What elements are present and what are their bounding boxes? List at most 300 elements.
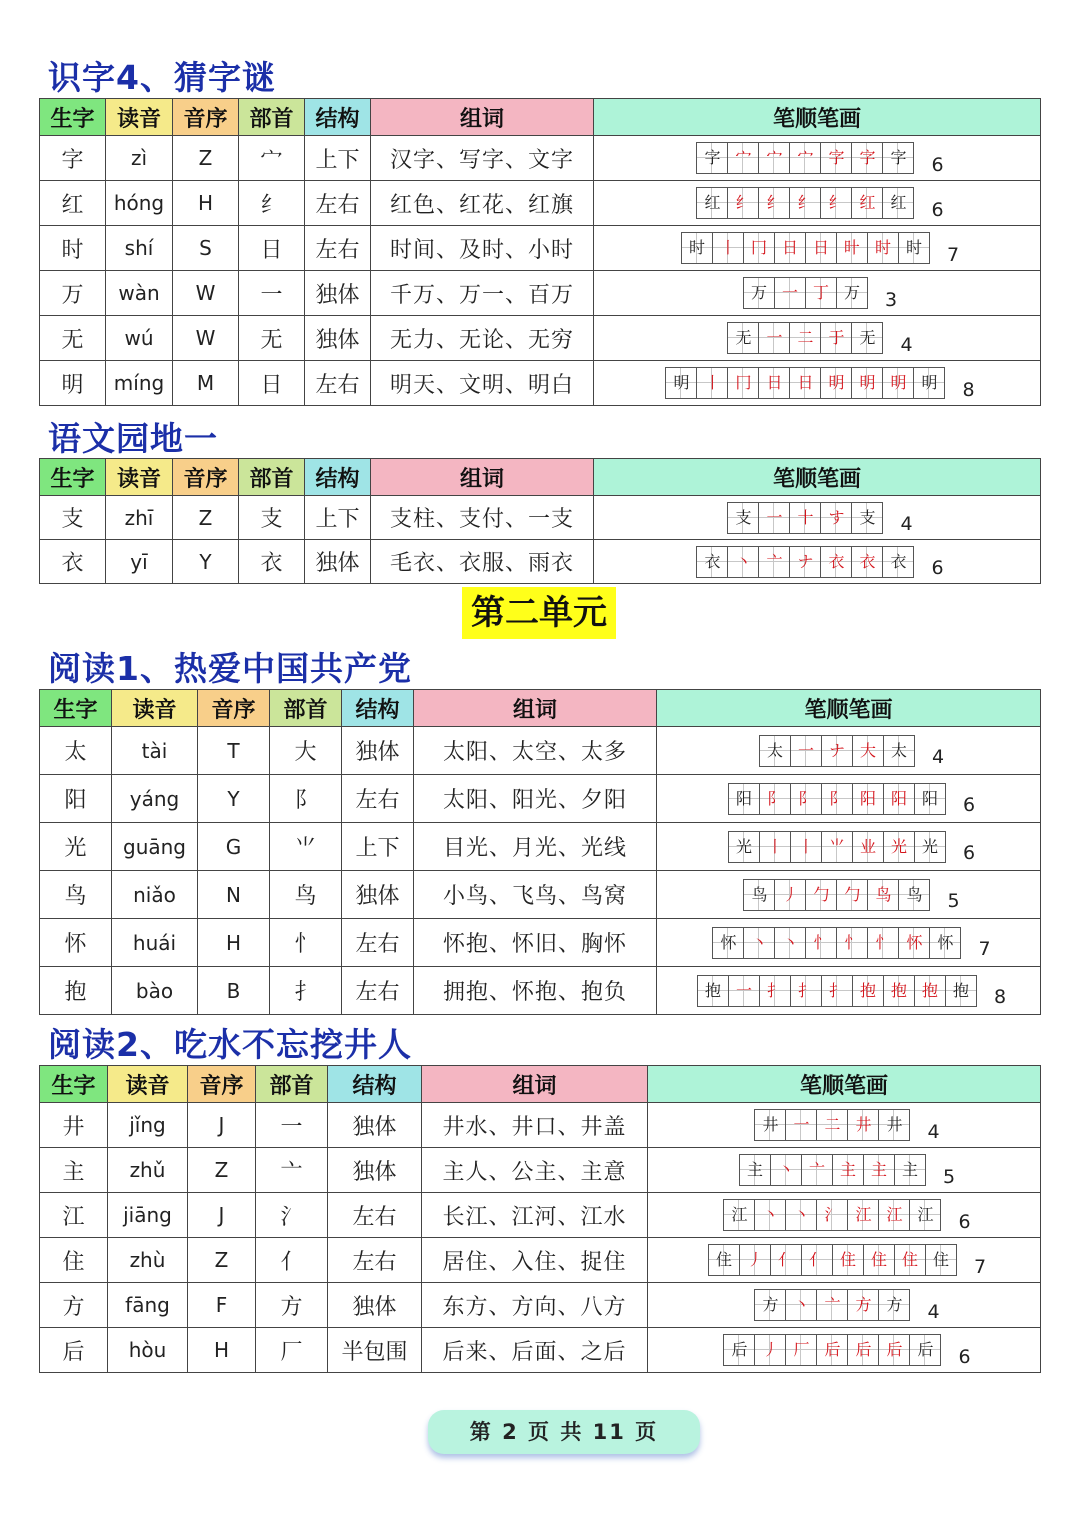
stroke-glyph: 主 bbox=[901, 1160, 918, 1179]
stroke-count: 4 bbox=[900, 333, 913, 356]
stroke-box bbox=[790, 975, 822, 1007]
stroke-box bbox=[774, 232, 806, 264]
stroke-box bbox=[805, 232, 837, 264]
radical-cell: 忄 bbox=[270, 919, 342, 967]
table-row bbox=[40, 967, 1041, 1015]
stroke-glyph: 阝 bbox=[797, 788, 814, 808]
stroke-count: 4 bbox=[931, 746, 945, 768]
char-cell: 住 bbox=[40, 1238, 108, 1283]
stroke-count: 6 bbox=[958, 1210, 971, 1233]
stroke-box bbox=[851, 367, 883, 399]
radical-cell: 亻 bbox=[256, 1238, 328, 1283]
stroke-glyph: 方 bbox=[886, 1295, 903, 1314]
pinyin-cell: guāng bbox=[112, 823, 198, 871]
unit-title: 第二单元 bbox=[462, 587, 616, 639]
char-cell: 抱 bbox=[40, 967, 112, 1015]
initial-cell: J bbox=[188, 1193, 256, 1238]
stroke-count: 5 bbox=[942, 1165, 956, 1188]
stroke-grid bbox=[728, 831, 945, 863]
words-cell: 太阳、太空、太多 bbox=[414, 727, 657, 775]
table-header-row bbox=[40, 1066, 1041, 1103]
stroke-glyph: 怀 bbox=[906, 932, 923, 952]
stroke-box bbox=[852, 831, 884, 863]
stroke-glyph: 忄 bbox=[875, 932, 892, 952]
stroke-box bbox=[909, 1199, 941, 1231]
structure-cell: 左右 bbox=[328, 1238, 422, 1283]
stroke-glyph: 时 bbox=[905, 238, 922, 257]
words-cell: 毛衣、衣服、雨衣 bbox=[371, 540, 594, 584]
table-row bbox=[40, 361, 1041, 406]
radical-cell: 方 bbox=[256, 1283, 328, 1328]
column-header: 结构 bbox=[305, 459, 371, 496]
initial-cell: H bbox=[173, 181, 239, 226]
stroke-order-cell bbox=[594, 361, 1041, 406]
stroke-glyph: 一 bbox=[793, 1115, 810, 1134]
stroke-box bbox=[909, 1334, 941, 1366]
radical-cell: 纟 bbox=[239, 181, 305, 226]
stroke-box bbox=[882, 367, 914, 399]
stroke-box bbox=[821, 831, 853, 863]
stroke-glyph: 江 bbox=[855, 1205, 872, 1224]
structure-cell: 独体 bbox=[305, 271, 371, 316]
stroke-box bbox=[785, 1199, 817, 1231]
stroke-box bbox=[770, 1244, 802, 1276]
structure-cell: 左右 bbox=[342, 775, 414, 823]
stroke-glyph: 住 bbox=[839, 1250, 856, 1269]
pinyin-cell: jǐng bbox=[108, 1103, 188, 1148]
words-cell: 支柱、支付、一支 bbox=[371, 496, 594, 540]
stroke-box bbox=[914, 975, 946, 1007]
stroke-count: 6 bbox=[931, 198, 944, 221]
stroke-box bbox=[863, 1154, 895, 1186]
stroke-glyph: 亠 bbox=[808, 1160, 825, 1179]
stroke-count: 4 bbox=[927, 1120, 940, 1143]
stroke-order-cell bbox=[648, 1328, 1041, 1373]
stroke-glyph: 明 bbox=[859, 373, 876, 392]
stroke-glyph: 一 bbox=[735, 980, 752, 1000]
char-cell: 太 bbox=[40, 727, 112, 775]
stroke-glyph: 亠 bbox=[824, 1295, 841, 1314]
stroke-glyph: 光 bbox=[890, 836, 907, 856]
stroke-box bbox=[882, 546, 914, 578]
stroke-glyph: 光 bbox=[921, 836, 938, 856]
column-header: 部首 bbox=[270, 690, 342, 727]
column-header: 生字 bbox=[40, 690, 112, 727]
stroke-box bbox=[785, 1109, 817, 1141]
stroke-glyph: 主 bbox=[839, 1160, 856, 1179]
stroke-box bbox=[790, 735, 822, 767]
stroke-glyph: 纟 bbox=[797, 193, 814, 212]
stroke-glyph: 万 bbox=[843, 283, 860, 302]
stroke-glyph: 纟 bbox=[828, 193, 845, 212]
stroke-glyph: 丶 bbox=[782, 932, 799, 952]
stroke-count: 7 bbox=[946, 243, 960, 266]
structure-cell: 上下 bbox=[305, 496, 371, 540]
stroke-box bbox=[727, 367, 759, 399]
words-cell: 怀抱、怀旧、胸怀 bbox=[414, 919, 657, 967]
stroke-grid bbox=[712, 927, 960, 959]
stroke-box bbox=[727, 142, 759, 174]
structure-cell: 独体 bbox=[328, 1283, 422, 1328]
stroke-box bbox=[789, 142, 821, 174]
stroke-box-char: 怀 bbox=[712, 927, 744, 959]
char-cell: 光 bbox=[40, 823, 112, 871]
stroke-box bbox=[820, 502, 852, 534]
stroke-order-cell bbox=[648, 1283, 1041, 1328]
stroke-grid bbox=[697, 975, 976, 1007]
stroke-box bbox=[851, 322, 883, 354]
stroke-box bbox=[894, 1154, 926, 1186]
stroke-box bbox=[774, 277, 806, 309]
stroke-box bbox=[898, 927, 930, 959]
initial-cell: F bbox=[188, 1283, 256, 1328]
stroke-glyph: 抱 bbox=[890, 980, 907, 1000]
stroke-box bbox=[847, 1334, 879, 1366]
stroke-box bbox=[847, 1289, 879, 1321]
structure-cell: 左右 bbox=[305, 181, 371, 226]
initial-cell: N bbox=[198, 871, 270, 919]
stroke-box-char: 衣 bbox=[696, 546, 728, 578]
char-cell: 衣 bbox=[40, 540, 106, 584]
table-row bbox=[40, 496, 1041, 540]
stroke-box bbox=[820, 142, 852, 174]
stroke-glyph: 亻 bbox=[808, 1250, 825, 1269]
table-row bbox=[40, 540, 1041, 584]
initial-cell: S bbox=[173, 226, 239, 271]
stroke-box-char: 抱 bbox=[697, 975, 729, 1007]
table-row bbox=[40, 1103, 1041, 1148]
page-footer: 第 2 页 共 11 页 bbox=[428, 1410, 700, 1454]
section-title-4: 阅读2、吃水不忘挖井人 bbox=[48, 1025, 412, 1064]
stroke-glyph: 丶 bbox=[793, 1205, 810, 1224]
stroke-glyph: 业 bbox=[859, 836, 876, 856]
stroke-glyph: 抱 bbox=[952, 980, 969, 1000]
stroke-box bbox=[847, 1109, 879, 1141]
stroke-box bbox=[945, 975, 977, 1007]
char-cell: 怀 bbox=[40, 919, 112, 967]
radical-cell: 无 bbox=[239, 316, 305, 361]
pinyin-cell: zhī bbox=[106, 496, 173, 540]
stroke-box bbox=[759, 831, 791, 863]
column-header: 读音 bbox=[106, 459, 173, 496]
stroke-glyph: 宀 bbox=[797, 148, 814, 167]
stroke-glyph: 无 bbox=[859, 328, 876, 347]
column-header: 部首 bbox=[239, 99, 305, 136]
stroke-grid bbox=[743, 879, 929, 911]
stroke-box bbox=[832, 1154, 864, 1186]
stroke-box bbox=[878, 1109, 910, 1141]
stroke-glyph: 日 bbox=[812, 238, 829, 257]
stroke-box bbox=[882, 142, 914, 174]
stroke-glyph: 丨 bbox=[704, 373, 721, 392]
stroke-box bbox=[758, 502, 790, 534]
column-header: 生字 bbox=[40, 99, 106, 136]
radical-cell: 厂 bbox=[256, 1328, 328, 1373]
stroke-glyph: 后 bbox=[824, 1340, 841, 1359]
stroke-box-char: 红 bbox=[696, 187, 728, 219]
stroke-box-char: 太 bbox=[759, 735, 791, 767]
stroke-glyph: 阳 bbox=[890, 788, 907, 808]
structure-cell: 左右 bbox=[305, 226, 371, 271]
radical-cell: 日 bbox=[239, 226, 305, 271]
column-header: 组词 bbox=[414, 690, 657, 727]
stroke-count: 6 bbox=[931, 557, 944, 579]
stroke-order-cell bbox=[594, 136, 1041, 181]
stroke-count: 6 bbox=[962, 842, 976, 864]
radical-cell: 亠 bbox=[256, 1148, 328, 1193]
pinyin-cell: bào bbox=[112, 967, 198, 1015]
structure-cell: 半包围 bbox=[328, 1328, 422, 1373]
stroke-count: 7 bbox=[973, 1255, 987, 1278]
stroke-order-cell bbox=[594, 226, 1041, 271]
stroke-glyph: 纟 bbox=[735, 193, 752, 212]
pinyin-cell: jiāng bbox=[108, 1193, 188, 1238]
char-cell: 字 bbox=[40, 136, 106, 181]
stroke-box bbox=[754, 1334, 786, 1366]
column-header: 笔顺笔画 bbox=[594, 459, 1041, 496]
stroke-order-cell bbox=[594, 181, 1041, 226]
column-header: 音序 bbox=[173, 459, 239, 496]
stroke-box bbox=[816, 1289, 848, 1321]
stroke-glyph: 冂 bbox=[735, 373, 752, 392]
stroke-box bbox=[898, 232, 930, 264]
initial-cell: H bbox=[198, 919, 270, 967]
char-cell: 后 bbox=[40, 1328, 108, 1373]
stroke-box bbox=[789, 546, 821, 578]
stroke-order-cell bbox=[657, 823, 1041, 871]
structure-cell: 独体 bbox=[328, 1103, 422, 1148]
stroke-glyph: 阝 bbox=[766, 788, 783, 808]
stroke-box-char: 后 bbox=[723, 1334, 755, 1366]
stroke-box bbox=[914, 831, 946, 863]
stroke-glyph: 丶 bbox=[777, 1160, 794, 1179]
stroke-grid bbox=[665, 367, 944, 399]
stroke-box bbox=[789, 322, 821, 354]
structure-cell: 左右 bbox=[342, 919, 414, 967]
stroke-box bbox=[894, 1244, 926, 1276]
stroke-glyph: 丿 bbox=[782, 884, 799, 904]
stroke-order-cell bbox=[657, 727, 1041, 775]
stroke-count: 7 bbox=[978, 938, 991, 960]
stroke-glyph: 氵 bbox=[824, 1205, 841, 1224]
stroke-order-cell bbox=[594, 316, 1041, 361]
stroke-box bbox=[883, 783, 915, 815]
stroke-glyph: 旪 bbox=[843, 238, 860, 257]
stroke-glyph: 冂 bbox=[750, 238, 767, 257]
table-row bbox=[40, 1328, 1041, 1373]
stroke-glyph: 阝 bbox=[828, 788, 845, 808]
column-header: 部首 bbox=[256, 1066, 328, 1103]
stroke-glyph: 后 bbox=[886, 1340, 903, 1359]
stroke-grid bbox=[754, 1289, 909, 1321]
stroke-box bbox=[851, 502, 883, 534]
char-cell: 明 bbox=[40, 361, 106, 406]
stroke-box bbox=[821, 735, 853, 767]
initial-cell: M bbox=[173, 361, 239, 406]
initial-cell: T bbox=[198, 727, 270, 775]
words-cell: 居住、入住、捉住 bbox=[422, 1238, 648, 1283]
column-header: 结构 bbox=[305, 99, 371, 136]
structure-cell: 左右 bbox=[342, 967, 414, 1015]
stroke-glyph: 丁 bbox=[812, 283, 829, 302]
stroke-box bbox=[759, 783, 791, 815]
stroke-glyph: 后 bbox=[855, 1340, 872, 1359]
radical-cell: 日 bbox=[239, 361, 305, 406]
stroke-box-char: 万 bbox=[743, 277, 775, 309]
stroke-count: 5 bbox=[947, 890, 960, 912]
stroke-glyph: 丶 bbox=[751, 932, 768, 952]
table-row bbox=[40, 136, 1041, 181]
stroke-box bbox=[820, 367, 852, 399]
stroke-box bbox=[790, 783, 822, 815]
table-row bbox=[40, 1238, 1041, 1283]
stroke-order-cell bbox=[657, 919, 1041, 967]
stroke-glyph: 明 bbox=[890, 373, 907, 392]
stroke-box bbox=[836, 232, 868, 264]
stroke-glyph: 红 bbox=[859, 193, 876, 212]
words-cell: 千万、万一、百万 bbox=[371, 271, 594, 316]
initial-cell: W bbox=[173, 271, 239, 316]
words-cell: 小鸟、飞鸟、鸟窝 bbox=[414, 871, 657, 919]
stroke-glyph: 丶 bbox=[762, 1205, 779, 1224]
stroke-box bbox=[758, 187, 790, 219]
stroke-grid bbox=[696, 546, 913, 578]
radical-cell: 支 bbox=[239, 496, 305, 540]
radical-cell: 阝 bbox=[270, 775, 342, 823]
pinyin-cell: niǎo bbox=[112, 871, 198, 919]
stroke-box bbox=[878, 1289, 910, 1321]
radical-cell: 鸟 bbox=[270, 871, 342, 919]
stroke-glyph: 后 bbox=[917, 1340, 934, 1359]
pinyin-cell: míng bbox=[106, 361, 173, 406]
stroke-glyph: 丶 bbox=[735, 551, 752, 571]
stroke-box bbox=[754, 1199, 786, 1231]
radical-cell: 氵 bbox=[256, 1193, 328, 1238]
structure-cell: 独体 bbox=[328, 1148, 422, 1193]
table-row bbox=[40, 871, 1041, 919]
stroke-box-char: 无 bbox=[727, 322, 759, 354]
stroke-glyph: 二 bbox=[824, 1115, 841, 1134]
stroke-glyph: 一 bbox=[797, 740, 814, 760]
stroke-glyph: 勹 bbox=[844, 884, 861, 904]
stroke-box-char: 支 bbox=[727, 502, 759, 534]
stroke-box bbox=[821, 783, 853, 815]
stroke-glyph: 日 bbox=[781, 238, 798, 257]
words-cell: 红色、红花、红旗 bbox=[371, 181, 594, 226]
radical-cell: 宀 bbox=[239, 136, 305, 181]
stroke-box bbox=[851, 142, 883, 174]
stroke-glyph: 亠 bbox=[766, 551, 783, 571]
table-row bbox=[40, 775, 1041, 823]
initial-cell: Z bbox=[173, 496, 239, 540]
section-title-2: 语文园地一 bbox=[48, 419, 218, 458]
stroke-glyph: 衣 bbox=[890, 551, 907, 571]
stroke-glyph: 红 bbox=[890, 193, 907, 212]
column-header: 组词 bbox=[422, 1066, 648, 1103]
stroke-glyph: 时 bbox=[874, 238, 891, 257]
stroke-box bbox=[743, 927, 775, 959]
stroke-box bbox=[851, 187, 883, 219]
char-cell: 红 bbox=[40, 181, 106, 226]
stroke-box-char: 明 bbox=[665, 367, 697, 399]
stroke-glyph: 抱 bbox=[921, 980, 938, 1000]
stroke-box bbox=[805, 277, 837, 309]
stroke-box bbox=[743, 232, 775, 264]
stroke-box-char: 光 bbox=[728, 831, 760, 863]
stroke-grid bbox=[743, 277, 867, 309]
stroke-box bbox=[867, 927, 899, 959]
stroke-grid bbox=[723, 1199, 940, 1231]
stroke-grid bbox=[759, 735, 914, 767]
stroke-box bbox=[863, 1244, 895, 1276]
pinyin-cell: hóng bbox=[106, 181, 173, 226]
table-row bbox=[40, 181, 1041, 226]
stroke-glyph: 阳 bbox=[859, 788, 876, 808]
stroke-box bbox=[774, 879, 806, 911]
column-header: 读音 bbox=[108, 1066, 188, 1103]
stroke-glyph: 住 bbox=[901, 1250, 918, 1269]
stroke-box bbox=[739, 1244, 771, 1276]
char-cell: 井 bbox=[40, 1103, 108, 1148]
structure-cell: 上下 bbox=[342, 823, 414, 871]
stroke-box bbox=[770, 1154, 802, 1186]
stroke-glyph: 丿 bbox=[746, 1250, 763, 1269]
stroke-glyph: 衣 bbox=[859, 551, 876, 571]
stroke-glyph: 宀 bbox=[766, 148, 783, 167]
stroke-order-cell bbox=[657, 871, 1041, 919]
stroke-box bbox=[913, 367, 945, 399]
table-row bbox=[40, 1148, 1041, 1193]
vocab-table-2 bbox=[39, 458, 1041, 584]
column-header: 读音 bbox=[112, 690, 198, 727]
stroke-glyph: 扌 bbox=[766, 980, 783, 1000]
stroke-glyph: 井 bbox=[886, 1115, 903, 1134]
stroke-box bbox=[878, 1199, 910, 1231]
stroke-box bbox=[883, 831, 915, 863]
words-cell: 后来、后面、之后 bbox=[422, 1328, 648, 1373]
stroke-order-cell bbox=[657, 967, 1041, 1015]
stroke-count: 3 bbox=[884, 288, 898, 311]
stroke-box-char: 井 bbox=[754, 1109, 786, 1141]
stroke-box bbox=[728, 975, 760, 1007]
column-header: 结构 bbox=[328, 1066, 422, 1103]
table-row bbox=[40, 823, 1041, 871]
stroke-glyph: ⺌ bbox=[828, 836, 845, 856]
stroke-box bbox=[805, 879, 837, 911]
words-cell: 明天、文明、明白 bbox=[371, 361, 594, 406]
vocab-table-3 bbox=[39, 689, 1041, 1015]
words-cell: 汉字、写字、文字 bbox=[371, 136, 594, 181]
column-header: 生字 bbox=[40, 1066, 108, 1103]
pinyin-cell: zì bbox=[106, 136, 173, 181]
table-row bbox=[40, 919, 1041, 967]
column-header: 读音 bbox=[106, 99, 173, 136]
words-cell: 目光、月光、光线 bbox=[414, 823, 657, 871]
stroke-count: 6 bbox=[958, 1345, 971, 1368]
initial-cell: G bbox=[198, 823, 270, 871]
initial-cell: Y bbox=[173, 540, 239, 584]
char-cell: 阳 bbox=[40, 775, 112, 823]
stroke-box bbox=[801, 1154, 833, 1186]
pinyin-cell: wú bbox=[106, 316, 173, 361]
pinyin-cell: zhǔ bbox=[108, 1148, 188, 1193]
stroke-box bbox=[789, 502, 821, 534]
stroke-glyph: 字 bbox=[828, 148, 845, 167]
table-row bbox=[40, 316, 1041, 361]
stroke-box bbox=[883, 735, 915, 767]
stroke-box bbox=[852, 735, 884, 767]
stroke-glyph: 江 bbox=[917, 1205, 934, 1224]
